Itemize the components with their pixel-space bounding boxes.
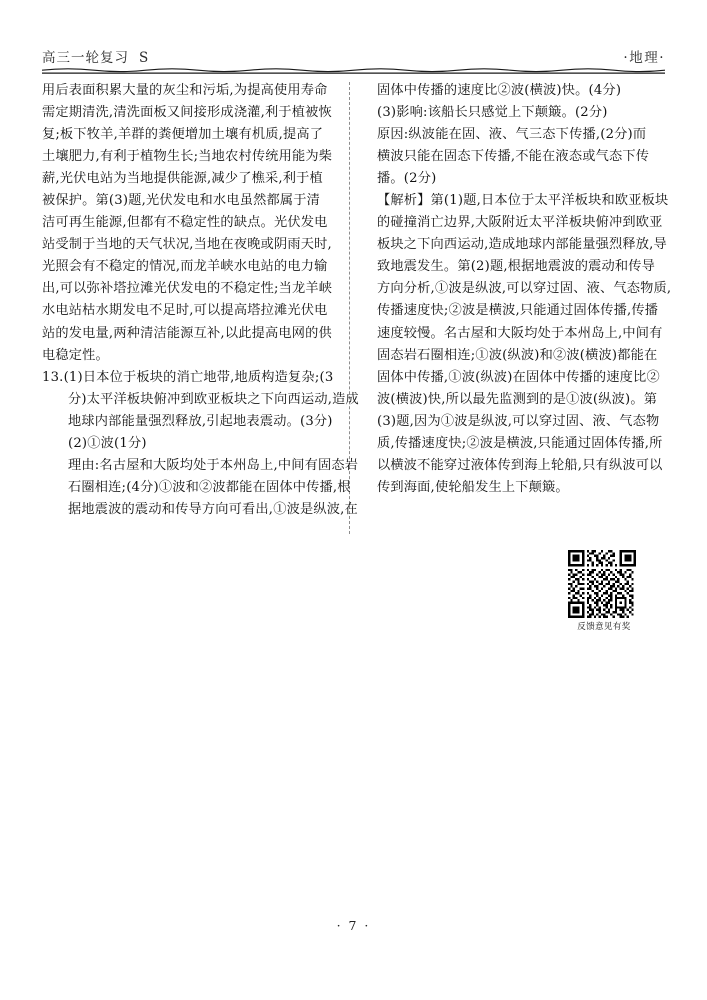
body-line: 的碰撞消亡边界,大阪附近太平洋板块俯冲到欧亚 [377,215,663,231]
body-line: 致地震发生。第(2)题,根据地震波的震动和传导 [377,259,656,275]
body-line: 洁可再生能源,但都有不稳定性的缺点。光伏发电 [42,215,328,231]
left-column [42,80,359,521]
body-line: 速度较慢。名古屋和大阪均处于本州岛上,中间有 [377,325,663,341]
body-line: 波(横波)快,所以最先监测到的是①波(纵波)。第 [377,391,658,407]
body-line: (3)题,因为①波是纵波,可以穿过固、液、气态物 [377,413,660,429]
body-line: 固体中传播,①波(纵波)在固体中传播的速度比② [377,369,660,385]
body-line: 水电站枯水期发电不足时,可以提高塔拉滩光伏电 [42,303,328,319]
right-column [377,80,672,499]
running-head-title: 高三一轮复习 [42,50,129,66]
body-line: 站受制于当地的天气状况,当地在夜晚或阴雨天时, [42,237,332,253]
body-line: 板块之下向西运动,造成地球内部能量强烈释放,导 [377,237,667,253]
body-line: 土壤肥力,有利于植物生长;当地农村传统用能为柴 [42,149,333,165]
question-number: 13. [42,369,64,385]
body-line: 站的发电量,两种清洁能源互补,以此提高电网的供 [42,325,332,341]
qr-code-icon[interactable] [568,550,636,618]
body-line: 质,传播速度快;②波是横波,只能通过固体传播,所 [377,435,663,451]
running-head [42,44,665,66]
analysis-first-line: 【解析】第(1)题,日本位于太平洋板块和欧亚板块 [377,193,669,209]
qr-caption: 反馈意见有奖 [577,622,631,632]
question-13-first-line [42,367,334,389]
body-line: 以横波不能穿过液体传到海上轮船,只有纵波可以 [377,457,663,473]
body-line: 固态岩石圈相连;①波(纵波)和②波(横波)都能在 [377,347,658,363]
running-head-left [42,46,149,66]
body-line: 据地震波的震动和传导方向可看出,①波是纵波,在 [68,501,358,517]
feedback-qr-block[interactable] [568,550,640,632]
body-line: 出,可以弥补塔拉滩光伏发电的不稳定性;当龙羊峡 [42,281,333,297]
body-line: 横波只能在固态下传播,不能在液态或气态下传 [377,149,650,165]
two-column-body [42,80,672,580]
body-line: 传到海面,使轮船发生上下颠簸。 [377,479,569,495]
body-line: 复;板下牧羊,羊群的粪便增加土壤有机质,提高了 [42,127,324,143]
body-line: 原因:纵波能在固、液、气三态下传播,(2分)而 [377,127,647,143]
body-line: (2)①波(1分) [68,435,147,451]
body-line: (3)影响:该船长只感觉上下颠簸。(2分) [377,105,608,121]
running-head-subject: ·地理· [623,50,665,66]
body-line: 被保护。第(3)题,光伏发电和水电虽然都属于清 [42,193,321,209]
body-line: 地球内部能量强烈释放,引起地表震动。(3分) [68,413,333,429]
body-line: 理由:名古屋和大阪均处于本州岛上,中间有固态岩 [68,457,359,473]
header-decorative-rule [42,66,665,75]
body-line: 传播速度快;②波是横波,只能通过固体传播,传播 [377,303,659,319]
body-line: 播。(2分) [377,171,437,187]
body-line: 方向分析,①波是纵波,可以穿过固、液、气态物质, [377,281,672,297]
body-line: 固体中传播的速度比②波(横波)快。(4分) [377,83,622,98]
body-line: 光照会有不稳定的情况,而龙羊峡水电站的电力输 [42,259,328,275]
running-head-code: S [139,50,150,66]
page-number: · 7 · [336,918,371,933]
body-line: 用后表面积累大量的灰尘和污垢,为提高使用寿命 [42,83,328,98]
body-line: 薪,光伏电站为当地提供能源,减少了樵采,利于植 [42,171,323,187]
body-line: 石圈相连;(4分)①波和②波都能在固体中传播,根 [68,479,351,495]
body-line: 需定期清洗,清洗面板又间接形成浇灌,利于植被恢 [42,105,332,121]
body-line: 电稳定性。 [42,347,109,363]
question-text: (1)日本位于板块的消亡地带,地质构造复杂;(3 [63,369,334,385]
body-line: 分)太平洋板块俯冲到欧亚板块之下向西运动,造成 [68,391,359,407]
